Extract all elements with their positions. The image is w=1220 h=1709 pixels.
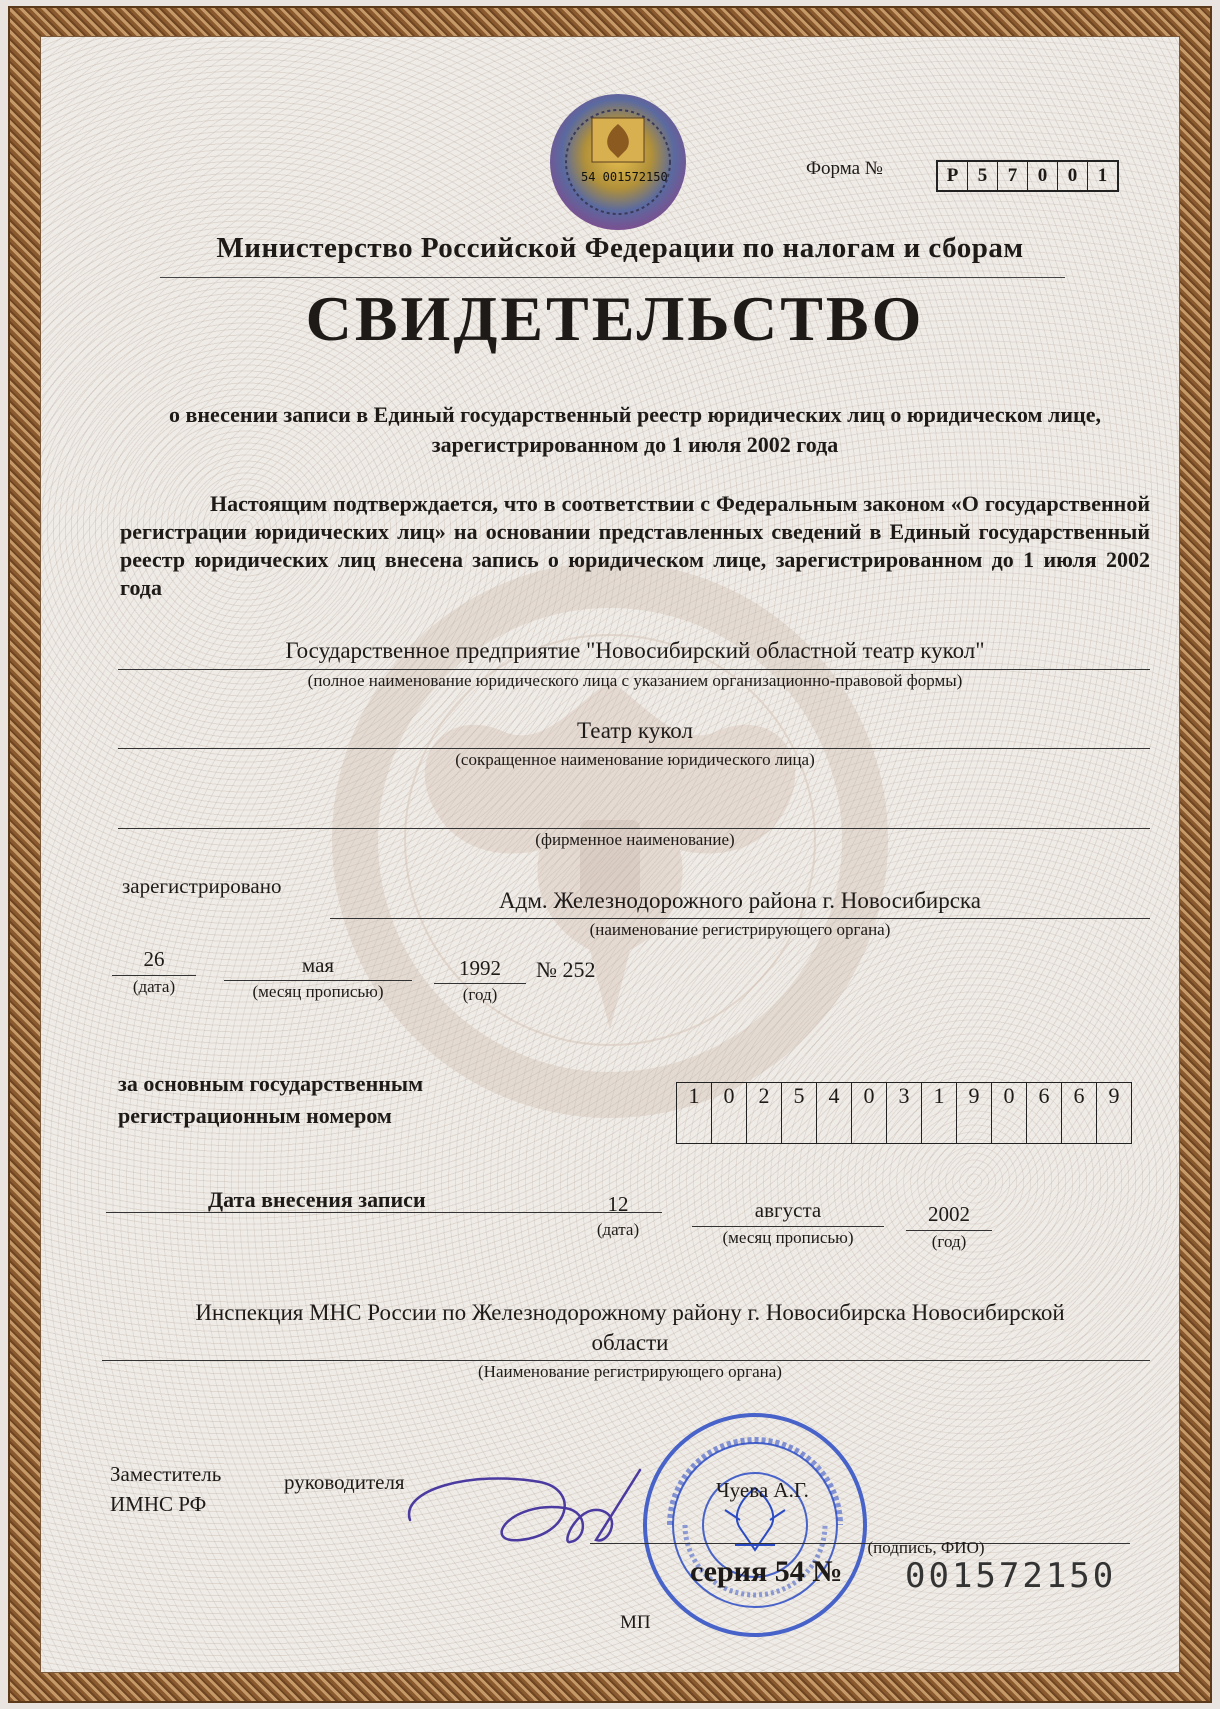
- form-code-cell: 0: [1028, 162, 1058, 190]
- document-body-text: Настоящим подтверждается, что в соответствии с Федеральным законом «О государственной регистрации юридических лиц» на основании представленных сведений в Единый государственный реестр юридических лиц внесена запись о юридическом лице, зарегистрированном до 1 июля 2002 года: [120, 491, 1150, 600]
- entry-day-caption: (дата): [596, 1220, 640, 1239]
- entry-day-value: 12: [607, 1192, 629, 1216]
- registering-authority-caption: (наименование регистрирующего органа): [589, 920, 891, 939]
- entry-year-caption: (год): [931, 1232, 967, 1251]
- reg-month-caption: (месяц прописью): [252, 982, 384, 1001]
- firm-name-line: [118, 828, 1150, 829]
- ogrn-digit: 2: [747, 1083, 782, 1143]
- reg-year-caption: (год): [462, 985, 498, 1004]
- registering-authority-value: Адм. Железнодорожного района г. Новосибирска: [499, 888, 981, 913]
- entry-date-label: Дата внесения записи: [208, 1187, 426, 1212]
- registered-label: зарегистрировано: [122, 874, 282, 898]
- entry-month-line: [692, 1226, 884, 1227]
- form-code-cell: 0: [1058, 162, 1088, 190]
- official-stamp: [640, 1410, 870, 1640]
- ogrn-digit: 0: [992, 1083, 1027, 1143]
- form-code-cell: Р: [938, 162, 968, 190]
- inspection-caption: (Наименование регистрирующего органа): [478, 1362, 782, 1381]
- full-name-line: [118, 669, 1150, 670]
- seal-place-label: МП: [620, 1612, 651, 1633]
- ogrn-digit: 9: [957, 1083, 992, 1143]
- inspection-line: [102, 1360, 1150, 1361]
- signer-title-line2: ИМНС РФ: [110, 1492, 207, 1516]
- signer-title-line1: Заместитель: [110, 1462, 222, 1486]
- ogrn-label-line1: за основным государственным: [118, 1071, 424, 1096]
- form-code-boxes: [936, 160, 1119, 192]
- serial-label: серия 54 №: [690, 1555, 843, 1588]
- inspection-line2: области: [591, 1330, 669, 1355]
- ogrn-digit: 5: [782, 1083, 817, 1143]
- reg-number-value: № 252: [536, 957, 596, 982]
- signature-caption: (подпись, ФИО): [867, 1538, 985, 1557]
- hologram-icon: [548, 92, 688, 232]
- short-name-caption: (сокращенное наименование юридического лица): [455, 750, 815, 769]
- serial-number: 001572150: [905, 1556, 1117, 1596]
- firm-name-caption: (фирменное наименование): [535, 830, 735, 849]
- hologram-seal: [548, 92, 688, 232]
- form-code-cell: 1: [1097, 165, 1108, 186]
- short-name-line: [118, 748, 1150, 749]
- form-number-label: Форма №: [806, 158, 883, 179]
- registering-authority-line: [330, 918, 1150, 919]
- full-name-caption: (полное наименование юридического лица с указанием организационно-правовой формы): [307, 671, 963, 690]
- hologram-number: 54 001572150: [581, 170, 668, 184]
- entry-month-caption: (месяц прописью): [722, 1228, 854, 1247]
- reg-month-line: [224, 980, 412, 981]
- signer-title-line1b: руководителя: [284, 1470, 405, 1494]
- entry-month-value: августа: [754, 1198, 822, 1222]
- ogrn-digit: 0: [712, 1083, 747, 1143]
- ministry-underline: [160, 277, 1065, 278]
- ogrn-digit: 6: [1027, 1083, 1062, 1143]
- reg-year-line: [434, 983, 526, 984]
- full-name-value: Государственное предприятие "Новосибирский областной театр кукол": [285, 638, 985, 663]
- document-subtitle: о внесении записи в Единый государственный реестр юридических лиц о юридическом лице, зарегистрированном до 1 июля 2002 года: [169, 402, 1101, 457]
- document-title: СВИДЕТЕЛЬСТВО: [305, 283, 925, 354]
- ogrn-digit: 6: [1062, 1083, 1097, 1143]
- ogrn-digit: 3: [887, 1083, 922, 1143]
- ogrn-label-line2: регистрационным номером: [118, 1103, 392, 1128]
- ogrn-digit-boxes: [676, 1082, 1132, 1144]
- ogrn-digit: 0: [852, 1083, 887, 1143]
- reg-day-line: [112, 975, 196, 976]
- short-name-value: Театр кукол: [577, 718, 693, 743]
- ogrn-digit: 4: [817, 1083, 852, 1143]
- handwritten-signature: [390, 1440, 650, 1560]
- inspection-line1: Инспекция МНС России по Железнодорожному району г. Новосибирска Новосибирской: [195, 1300, 1065, 1325]
- form-code-cell: 7: [998, 162, 1028, 190]
- entry-year-value: 2002: [928, 1202, 970, 1226]
- reg-month-value: мая: [301, 953, 335, 977]
- ogrn-digit: 9: [1108, 1083, 1120, 1108]
- reg-day-caption: (дата): [132, 977, 176, 996]
- reg-year-value: 1992: [459, 956, 501, 980]
- form-code-cell: 5: [968, 162, 998, 190]
- ministry-heading: Министерство Российской Федерации по налогам и сборам: [216, 232, 1024, 264]
- ogrn-digit: 1: [922, 1083, 957, 1143]
- signer-name: Чуева А.Г.: [716, 1478, 809, 1502]
- reg-day-value: 26: [143, 947, 165, 971]
- entry-year-line: [906, 1230, 992, 1231]
- ogrn-digit: 1: [677, 1083, 712, 1143]
